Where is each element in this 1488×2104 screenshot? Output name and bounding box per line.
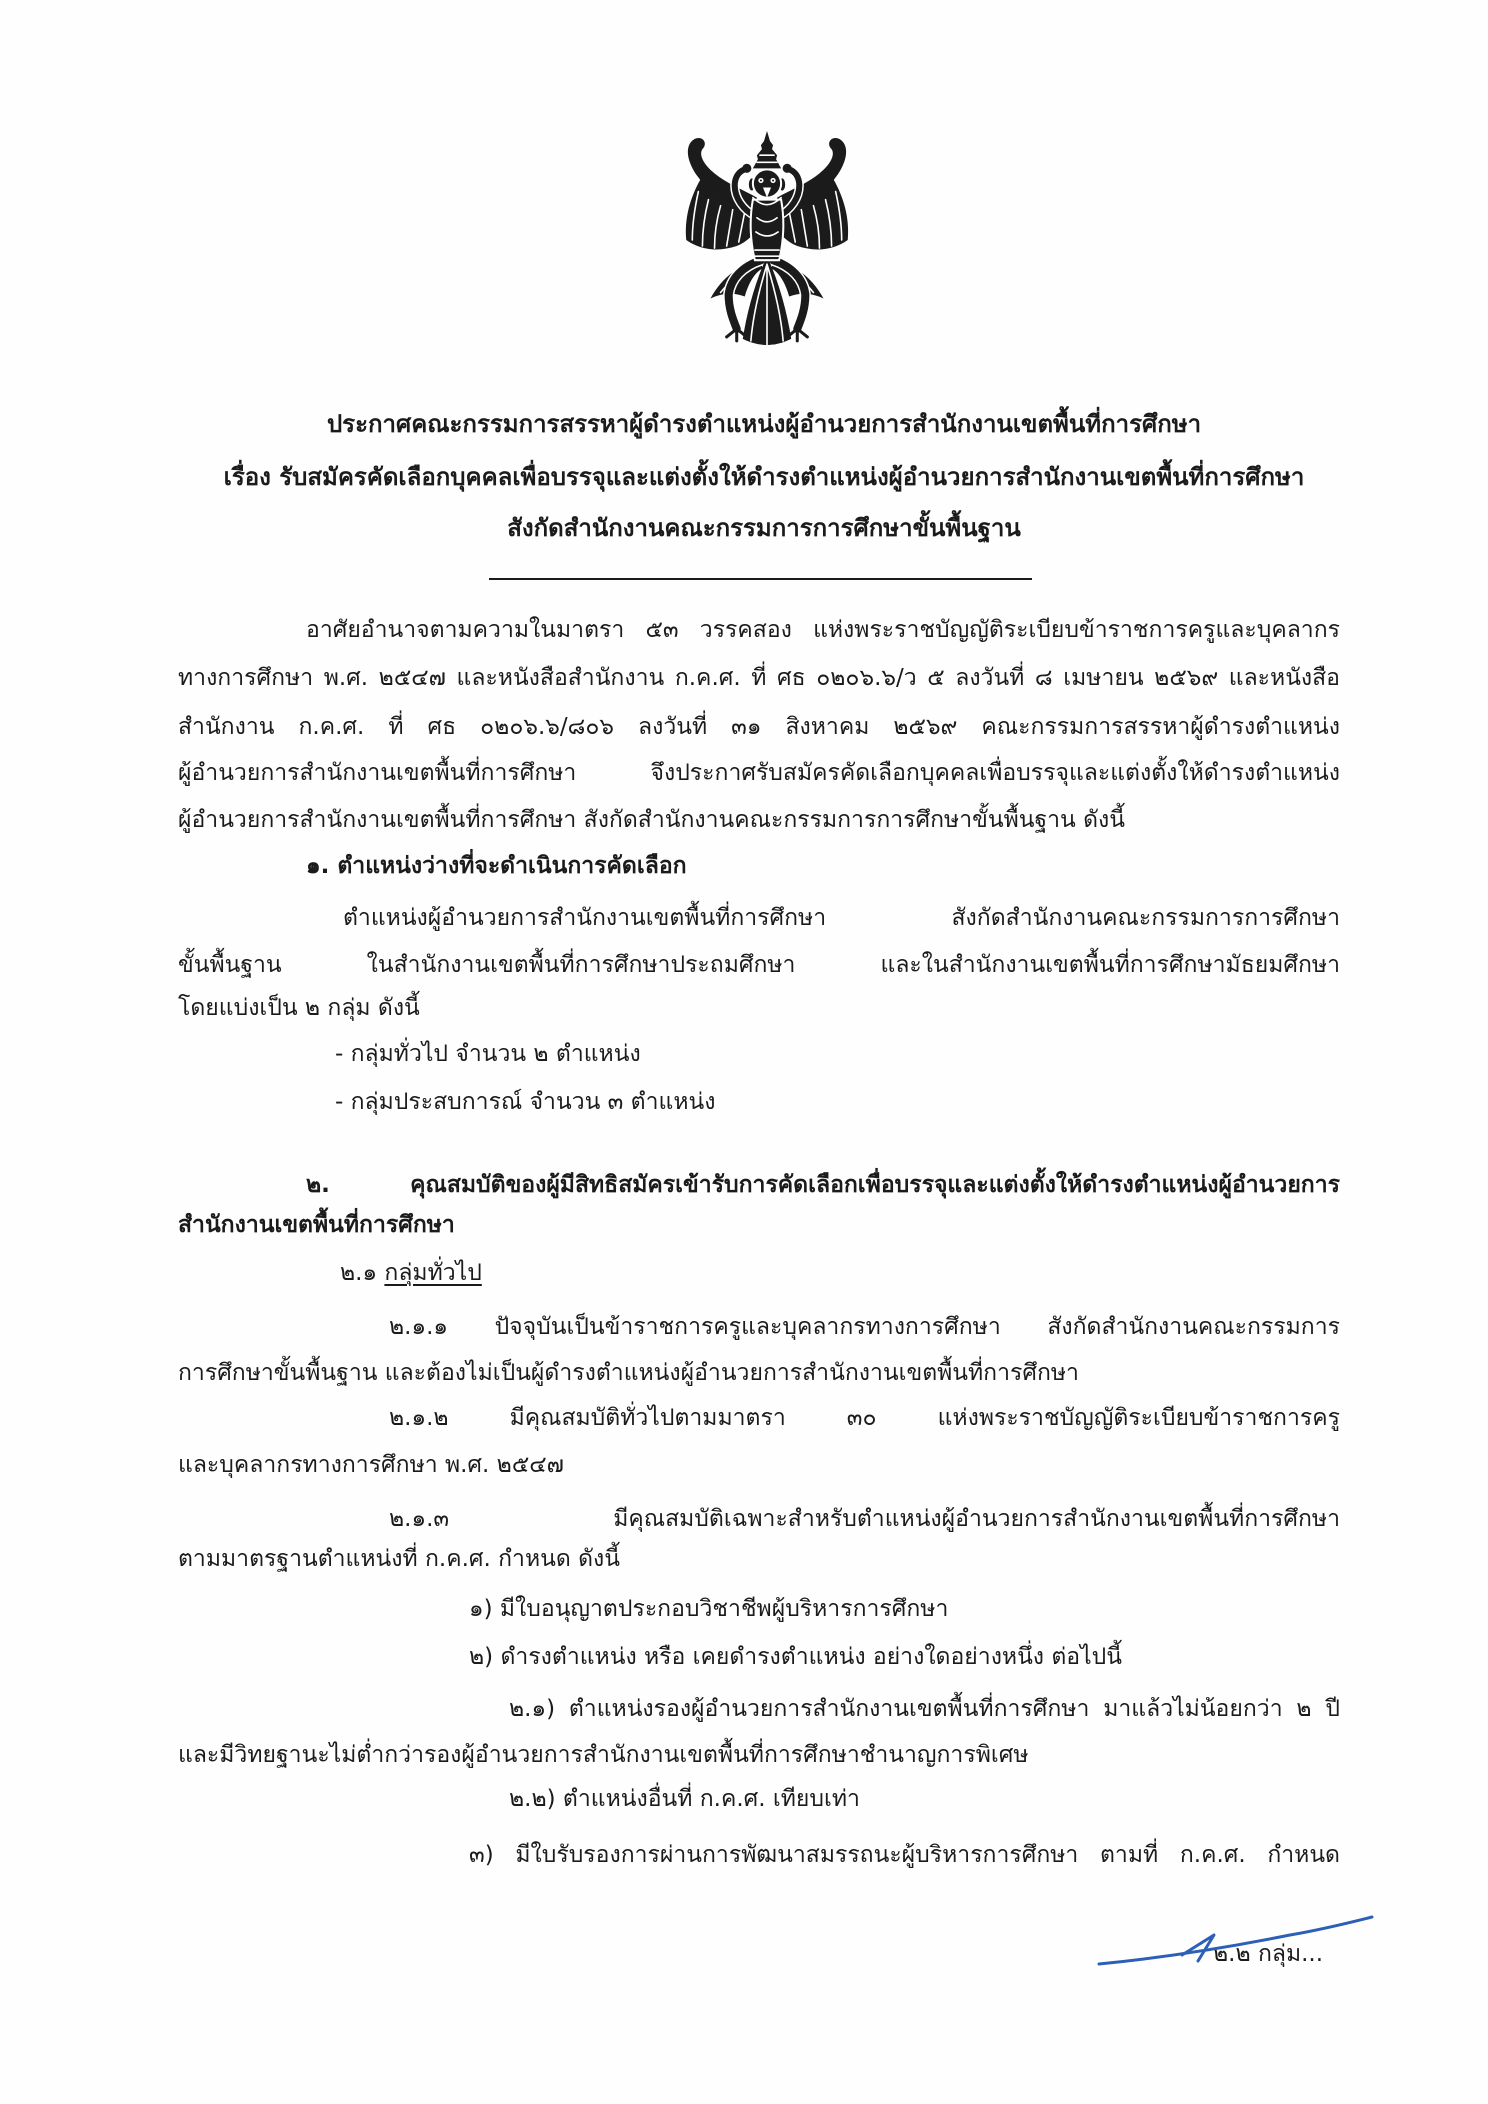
item-2-1-1-line: ๒.๑.๑ ปัจจุบันเป็นข้าราชการครูและบุคลากรทางการศึกษา สังกัดสำนักงานคณะกรรมการ xyxy=(389,1314,1340,1340)
item-2-1-1-line: การศึกษาขั้นพื้นฐาน และต้องไม่เป็นผู้ดำรงตำแหน่งผู้อำนวยการสำนักงานเขตพื้นที่การศึกษา xyxy=(178,1360,1079,1386)
preamble-line: อาศัยอำนาจตามความในมาตรา ๕๓ วรรคสอง แห่งพระราชบัญญัติระเบียบข้าราชการครูและบุคลากร xyxy=(306,617,1340,643)
title-divider xyxy=(489,578,1032,580)
preamble-line: สำนักงาน ก.ค.ศ. ที่ ศธ ๐๒๐๖.๖/๘๐๖ ลงวันที่ ๓๑ สิงหาคม ๒๕๖๙ คณะกรรมการสรรหาผู้ดำรงตำแหน่ง xyxy=(178,714,1340,740)
section-2-heading-continued: สำนักงานเขตพื้นที่การศึกษา xyxy=(178,1212,455,1238)
garuda-emblem xyxy=(666,131,868,349)
qualification-3: ๓) มีใบรับรองการผ่านการพัฒนาสมรรถนะผู้บริหารการศึกษา ตามที่ ก.ค.ศ. กำหนด xyxy=(469,1842,1340,1868)
title-line-1: ประกาศคณะกรรมการสรรหาผู้ดำรงตำแหน่งผู้อำนวยการสำนักงานเขตพื้นที่การศึกษา xyxy=(326,410,1202,438)
item-2-1-2-line: ๒.๑.๒ มีคุณสมบัติทั่วไปตามมาตรา ๓๐ แห่งพระราชบัญญัติระเบียบข้าราชการครู xyxy=(389,1405,1340,1431)
section-2-heading: ๒. คุณสมบัติของผู้มีสิทธิสมัครเข้ารับการคัดเลือกเพื่อบรรจุและแต่งตั้งให้ดำรงตำแหน่งผู้อำนวยการ xyxy=(306,1172,1340,1198)
preamble-line: ทางการศึกษา พ.ศ. ๒๕๔๗ และหนังสือสำนักงาน ก.ค.ศ. ที่ ศธ ๐๒๐๖.๖/ว ๕ ลงวันที่ ๘ เมษายน ๒๕๖๙ และหนังสือ xyxy=(178,665,1340,691)
garuda-crown xyxy=(753,131,781,168)
item-2-1-2-line: และบุคลากรทางการศึกษา พ.ศ. ๒๕๔๗ xyxy=(178,1452,564,1478)
qualification-2-1-line: และมีวิทยฐานะไม่ต่ำกว่ารองผู้อำนวยการสำนักงานเขตพื้นที่การศึกษาชำนาญการพิเศษ xyxy=(178,1742,1029,1768)
title-line-3: สังกัดสำนักงานคณะกรรมการการศึกษาขั้นพื้นฐาน xyxy=(507,514,1021,542)
preamble-line: ผู้อำนวยการสำนักงานเขตพื้นที่การศึกษา จึงประกาศรับสมัครคัดเลือกบุคคลเพื่อบรรจุและแต่งตั้งให้ดำรงตำแหน่ง xyxy=(178,760,1340,786)
subsection-2-1-number: ๒.๑ xyxy=(340,1260,378,1286)
qualification-2-2: ๒.๒) ตำแหน่งอื่นที่ ก.ค.ศ. เทียบเท่า xyxy=(509,1786,860,1812)
group-list-item: - กลุ่มประสบการณ์ จำนวน ๓ ตำแหน่ง xyxy=(335,1089,716,1115)
subsection-2-1-label: กลุ่มทั่วไป xyxy=(384,1260,482,1286)
garuda-head xyxy=(749,169,785,197)
page-continuation: ๒.๒ กลุ่ม... xyxy=(1213,1941,1324,1967)
section-1-heading: ๑. ตำแหน่งว่างที่จะดำเนินการคัดเลือก xyxy=(306,853,687,879)
item-2-1-3-line: ๒.๑.๓ มีคุณสมบัติเฉพาะสำหรับตำแหน่งผู้อำนวยการสำนักงานเขตพื้นที่การศึกษา xyxy=(389,1506,1340,1532)
title-line-2: เรื่อง รับสมัครคัดเลือกบุคคลเพื่อบรรจุและแต่งตั้งให้ดำรงตำแหน่งผู้อำนวยการสำนักงานเขตพื้นที่การศึกษา xyxy=(223,463,1305,491)
garuda-torso xyxy=(751,198,784,261)
qualification-1: ๑) มีใบอนุญาตประกอบวิชาชีพผู้บริหารการศึกษา xyxy=(469,1596,949,1622)
handwritten-mark xyxy=(1090,1905,1380,1975)
section-1-body-line: ตำแหน่งผู้อำนวยการสำนักงานเขตพื้นที่การศึกษา สังกัดสำนักงานคณะกรรมการการศึกษา xyxy=(343,905,1340,931)
item-2-1-3-line: ตามมาตรฐานตำแหน่งที่ ก.ค.ศ. กำหนด ดังนี้ xyxy=(178,1546,620,1572)
subsection-2-1-heading xyxy=(340,1251,1340,1295)
group-list-item: - กลุ่มทั่วไป จำนวน ๒ ตำแหน่ง xyxy=(335,1041,641,1067)
qualification-2: ๒) ดำรงตำแหน่ง หรือ เคยดำรงตำแหน่ง อย่างใดอย่างหนึ่ง ต่อไปนี้ xyxy=(469,1644,1122,1670)
section-1-body-line: โดยแบ่งเป็น ๒ กลุ่ม ดังนี้ xyxy=(178,995,420,1021)
section-1-body-line: ขั้นพื้นฐาน ในสำนักงานเขตพื้นที่การศึกษาประถมศึกษา และในสำนักงานเขตพื้นที่การศึกษามัธยมศึกษา xyxy=(178,952,1340,978)
qualification-2-1-line: ๒.๑) ตำแหน่งรองผู้อำนวยการสำนักงานเขตพื้นที่การศึกษา มาแล้วไม่น้อยกว่า ๒ ปี xyxy=(509,1696,1340,1722)
preamble-line: ผู้อำนวยการสำนักงานเขตพื้นที่การศึกษา สังกัดสำนักงานคณะกรรมการการศึกษาขั้นพื้นฐาน ดังนี้ xyxy=(178,807,1125,833)
